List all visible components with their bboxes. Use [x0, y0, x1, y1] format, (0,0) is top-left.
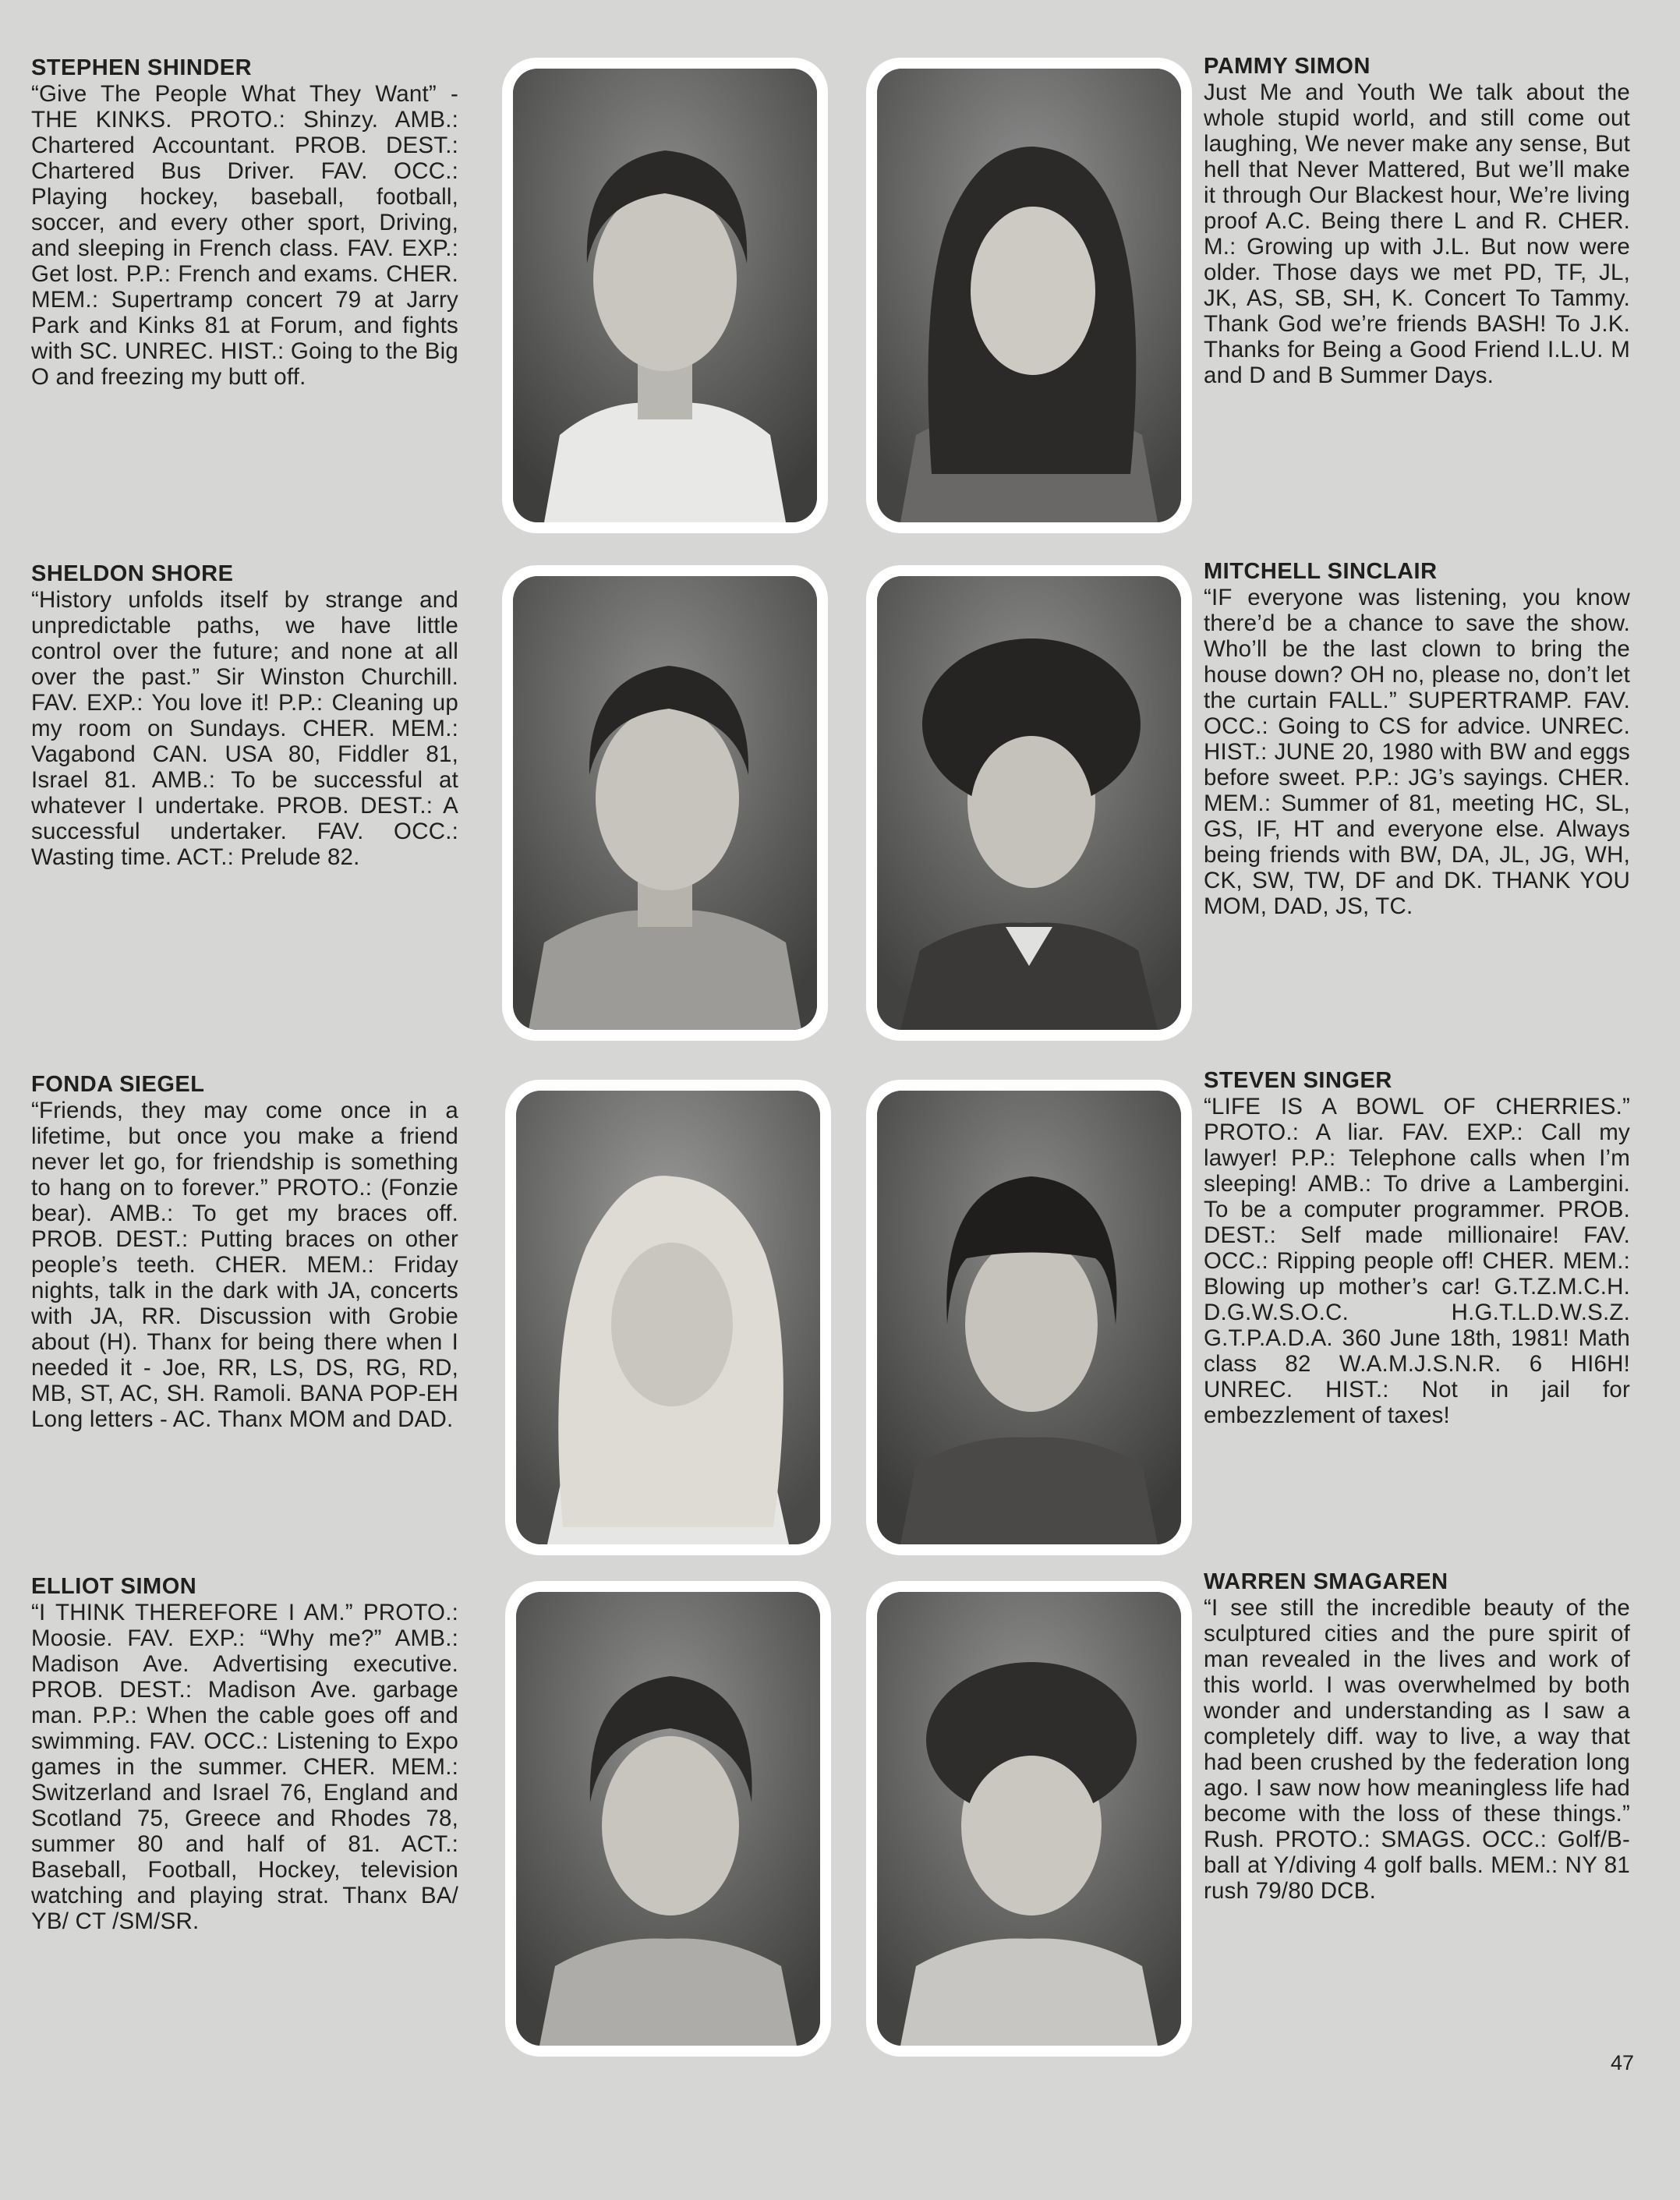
portrait-frame-singer — [866, 1080, 1192, 1555]
portrait-photo — [877, 1091, 1181, 1544]
student-name: ELLIOT SIMON — [31, 1574, 197, 1599]
student-bio: “Give The People What They Want” - THE KINKS. PROTO.: Shinzy. AMB.: Chartered Accountant. PROB. DEST.: Chartered Bus Driver. FAV. OCC.: Playing hockey, baseball, football, soccer, and every other sport, Driving, and sleeping in French class. FAV. EXP.: Get lost. P.P.: French and exams. CHER. MEM.: Supertramp concert 79 at Jarry Park and Kinks 81 at Forum, and fights with SC. UNREC. HIST.: Going to the Big O and freezing my butt off. — [31, 81, 458, 390]
student-bio: “IF everyone was listening, you know there’d be a chance to save the show. Who’ll be the last clown to bring the house down? OH no, please no, don’t let the curtain FALL.” SUPERTRAMP. FAV. OCC.: Going to CS for advice. UNREC. HIST.: JUNE 20, 1980 with BW and eggs before sweet. P.P.: JG’s sayings. CHER. MEM.: Summer of 81, meeting HC, SL, GS, IF, HT and everyone else. Always being friends with BW, DA, JL, JG, WH, CK, SW, TW, DF and DK. THANK YOU MOM, DAD, JS, TC. — [1204, 585, 1630, 919]
student-bio: “I THINK THEREFORE I AM.” PROTO.: Moosie. FAV. EXP.: “Why me?” AMB.: Madison Ave. Advertising executive. PROB. DEST.: Madison Ave. garbage man. P.P.: When the cable goes off and swimming. FAV. OCC.: Listening to Expo games in the summer. CHER. MEM.: Switzerland and Israel 76, England and Scotland 75, Greece and Rhodes 78, summer 80 and half of 81. ACT.: Baseball, Football, Hockey, television watching and playing strat. Thanx BA/ YB/ CT /SM/SR. — [31, 1600, 458, 1934]
student-name: MITCHELL SINCLAIR — [1204, 559, 1438, 584]
student-name: PAMMY SIMON — [1204, 54, 1371, 79]
student-entry-simon-e — [31, 1573, 458, 1934]
portrait-photo — [513, 69, 817, 522]
portrait-frame-sinclair — [866, 565, 1192, 1041]
student-bio: “I see still the incredible beauty of the sculptured cities and the pure spirit of man revealed in the lives and work of this world. I was overwhelmed by both wonder and understanding as I saw a completely diff. way to live, a way that had been crushed by the federation long ago. I saw now how meaningless life had become with the loss of these things.” Rush. PROTO.: SMAGS. OCC.: Golf/B-ball at Y/diving 4 golf balls. MEM.: NY 81 rush 79/80 DCB. — [1204, 1595, 1630, 1904]
portrait-photo — [513, 576, 817, 1030]
student-name: FONDA SIEGEL — [31, 1072, 205, 1097]
student-entry-singer — [1204, 1067, 1630, 1428]
portrait-photo — [516, 1091, 820, 1544]
student-entry-simon-p — [1204, 53, 1630, 388]
student-name: STEVEN SINGER — [1204, 1068, 1392, 1093]
student-bio: “LIFE IS A BOWL OF CHERRIES.” PROTO.: A liar. FAV. EXP.: Call my lawyer! P.P.: Telephone calls when I’m sleeping! AMB.: To drive a Lambergini. To be a computer programmer. PROB. DEST.: Self made millionaire! FAV. OCC.: Ripping people off! CHER. MEM.: Blowing up mother’s car! G.T.Z.M.C.H. D.G.W.S.O.C. H.G.T.L.D.W.S.Z. G.T.P.A.D.A. 360 June 18th, 1981! Math class 82 W.A.M.J.S.N.R. 6 HI6H! UNREC. HIST.: Not in jail for embezzlement of taxes! — [1204, 1094, 1630, 1428]
portrait-photo — [877, 1592, 1181, 2046]
student-name: SHELDON SHORE — [31, 561, 234, 586]
student-entry-siegel — [31, 1071, 458, 1432]
student-name: WARREN SMAGAREN — [1204, 1569, 1448, 1594]
portrait-frame-siegel — [505, 1080, 831, 1555]
portrait-photo — [877, 69, 1181, 522]
student-entry-shinder — [31, 55, 458, 390]
portrait-frame-shore — [502, 565, 828, 1041]
student-bio: Just Me and Youth We talk about the whole stupid world, and still come out laughing, We never make any sense, But hell that Never Mattered, But we’ll make it through Our Blackest hour, We’re living proof A.C. Being there L and R. CHER. M.: Growing up with J.L. But now were older. Those days we met PD, TF, JL, JK, AS, SB, SH, K. Concert To Tammy. Thank God we’re friends BASH! To J.K. Thanks for Being a Good Friend I.L.U. M and D and B Summer Days. — [1204, 80, 1630, 388]
student-name: STEPHEN SHINDER — [31, 55, 253, 80]
portrait-photo — [877, 576, 1181, 1030]
portrait-frame-simon-p — [866, 58, 1192, 533]
portrait-photo — [516, 1592, 820, 2046]
page-number: 47 — [1611, 2051, 1635, 2074]
portrait-frame-smagaren — [866, 1581, 1192, 2057]
student-bio: “History unfolds itself by strange and unpredictable paths, we have little control over the future; and none at all over the past.” Sir Winston Churchill. FAV. EXP.: You love it! P.P.: Cleaning up my room on Sundays. CHER. MEM.: Vagabond CAN. USA 80, Fiddler 81, Israel 81. AMB.: To be successful at whatever I undertake. PROB. DEST.: A successful undertaker. FAV. OCC.: Wasting time. ACT.: Prelude 82. — [31, 587, 458, 870]
portrait-frame-shinder — [502, 58, 828, 533]
portrait-frame-simon-e — [505, 1581, 831, 2057]
student-entry-smagaren — [1204, 1569, 1630, 1904]
student-entry-sinclair — [1204, 558, 1630, 919]
student-entry-shore — [31, 561, 458, 870]
student-bio: “Friends, they may come once in a lifetime, but once you make a friend never let go, for friendship is something to hang on to forever.” PROTO.: (Fonzie bear). AMB.: To get my braces off. PROB. DEST.: Putting braces on other people’s teeth. CHER. MEM.: Friday nights, talk in the dark with JA, concerts with JA, RR. Discussion with Grobie about (H). Thanx for being there when I needed it - Joe, RR, LS, DS, RG, RD, MB, ST, AC, SH. Ramoli. BANA POP-EH Long letters - AC. Thanx MOM and DAD. — [31, 1098, 458, 1432]
